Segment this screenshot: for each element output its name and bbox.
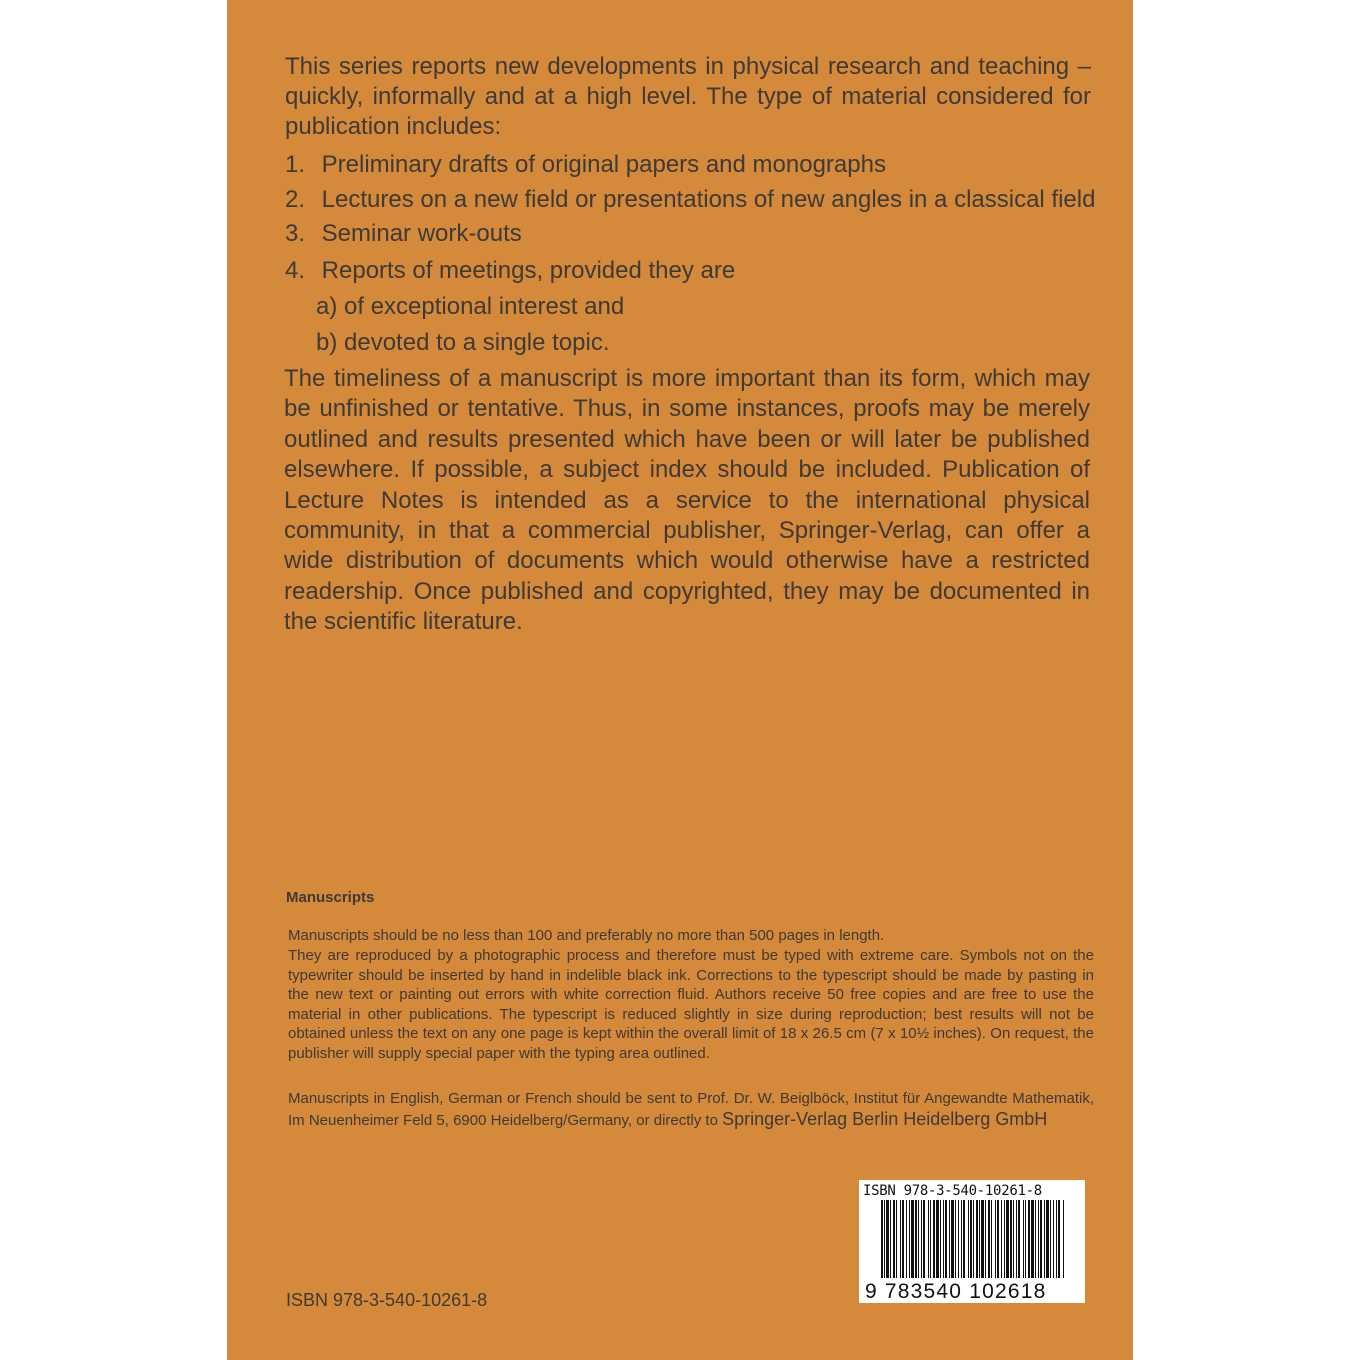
- book-back-cover: [227, 0, 1133, 1360]
- barcode-digits: 9 783540 102618: [865, 1280, 1047, 1303]
- barcode-bar: [973, 1200, 974, 1278]
- barcode-bar: [881, 1200, 883, 1278]
- barcode-bar: [890, 1200, 891, 1278]
- barcode-bar: [955, 1200, 956, 1278]
- barcode-bar: [886, 1200, 889, 1278]
- barcode-bar: [945, 1200, 947, 1278]
- barcode-bar: [936, 1200, 939, 1278]
- barcode-bar: [951, 1200, 954, 1278]
- barcode-bar: [1031, 1200, 1034, 1278]
- barcode-bar: [906, 1200, 907, 1278]
- barcode-bar: [1056, 1200, 1057, 1278]
- list-item: [285, 185, 1095, 215]
- barcode-bar: [988, 1200, 990, 1278]
- manuscripts-heading: Manuscripts: [286, 889, 375, 906]
- barcode-bar: [1063, 1200, 1064, 1278]
- barcode-bar: [1028, 1200, 1030, 1278]
- barcode-bar: [1046, 1200, 1049, 1278]
- list-item-text: Reports of meetings, provided they are: [321, 257, 736, 284]
- barcode-bar: [1050, 1200, 1051, 1278]
- list-item: [285, 150, 886, 180]
- barcode-bar: [991, 1200, 992, 1278]
- barcode-bar: [1035, 1200, 1036, 1278]
- barcode-bar: [985, 1200, 986, 1278]
- list-item: [285, 256, 735, 286]
- list-item-text: Lectures on a new field or presentations of new angles in a classical field: [321, 186, 1096, 213]
- barcode-bar: [900, 1200, 901, 1278]
- barcode-bar: [995, 1200, 996, 1278]
- barcode-bar: [968, 1200, 969, 1278]
- barcode-bar: [915, 1200, 917, 1278]
- list-subitem: a) of exceptional interest and: [316, 293, 625, 320]
- manuscripts-typing-paragraph: They are reproduced by a photographic process and therefore must be typed with extreme care. Symbols not on the typewriter should be inserted by hand in indelible black ink. Corrections to the typescript should be made by pasting in the new text or painting out errors with white correction fluid. Authors receive 50 free copies and are free to use the material in other publications. The typescript is reduced slightly in size during reproduction; best results will not be obtained unless the text on any one page is kept within the overall limit of 18 x 26.5 cm (7 x 10½ inches). On request, the publisher will supply special paper with the typing area outlined.: [288, 947, 1094, 1062]
- barcode-bar: [1053, 1200, 1054, 1278]
- isbn-label: ISBN 978-3-540-10261-8: [286, 1290, 488, 1310]
- barcode-bar: [1010, 1200, 1012, 1278]
- barcode-bar: [1058, 1200, 1060, 1278]
- barcode-bar: [884, 1200, 885, 1278]
- barcode-bar: [940, 1200, 941, 1278]
- barcode-bars: [881, 1200, 1065, 1278]
- barcode-bar: [981, 1200, 984, 1278]
- barcode-bar: [1025, 1200, 1026, 1278]
- isbn-barcode: [859, 1180, 1085, 1303]
- list-subitem: b) devoted to a single topic.: [316, 329, 610, 356]
- barcode-isbn-text: ISBN 978-3-540-10261-8: [863, 1183, 1042, 1199]
- barcode-bar: [979, 1200, 980, 1278]
- barcode-bar: [921, 1200, 922, 1278]
- barcode-bar: [928, 1200, 929, 1278]
- barcode-bar: [918, 1200, 919, 1278]
- barcode-bar: [1013, 1200, 1014, 1278]
- barcode-bar: [963, 1200, 965, 1278]
- manuscripts-address-text: Manuscripts in English, German or French should be sent to Prof. Dr. W. Beiglböck, Institut für Angewandte Mathematik, Im Neuenheimer Feld 5, 6900 Heidelberg/Germany, or directly to: [288, 1090, 1094, 1129]
- barcode-bar: [933, 1200, 935, 1278]
- barcode-bar: [1023, 1200, 1024, 1278]
- barcode-bar: [997, 1200, 999, 1278]
- list-item-number: 4.: [285, 257, 306, 284]
- publisher-name: Springer-Verlag Berlin Heidelberg GmbH: [722, 1109, 1048, 1129]
- list-item-text: Preliminary drafts of original papers and monographs: [321, 151, 886, 178]
- barcode-bar: [958, 1200, 959, 1278]
- barcode-bar: [943, 1200, 944, 1278]
- barcode-bar: [976, 1200, 978, 1278]
- barcode-bar: [923, 1200, 925, 1278]
- barcode-bar: [1044, 1200, 1045, 1278]
- barcode-bar: [970, 1200, 972, 1278]
- barcode-bar: [1006, 1200, 1009, 1278]
- series-intro-paragraph: This series reports new developments in physical research and teaching – quickly, informally and at a high level. The type of material considered for publication includes:: [285, 53, 1091, 140]
- barcode-bar: [1001, 1200, 1002, 1278]
- barcode-bar: [961, 1200, 962, 1278]
- list-item-number: 3.: [285, 220, 306, 247]
- barcode-bar: [1038, 1200, 1039, 1278]
- barcode-bar: [893, 1200, 895, 1278]
- list-item-number: 2.: [285, 186, 306, 213]
- barcode-bar: [1040, 1200, 1042, 1278]
- barcode-bar: [896, 1200, 897, 1278]
- timeliness-paragraph: The timeliness of a manuscript is more important than its form, which may be unfinished or tentative. Thus, in some instances, proofs may be merely outlined and results presented which have been or will later be published elsewhere. If possible, a subject index should be included. Publication of Lecture Notes is intended as a service to the international physical community, in that a commercial publisher, Springer-Verlag, can offer a wide distribution of documents which would otherwise have a restricted readership. Once published and copyrighted, they may be documented in the scientific literature.: [284, 365, 1090, 636]
- manuscripts-address-paragraph: [288, 1088, 1094, 1131]
- barcode-bar: [902, 1200, 904, 1278]
- barcode-bar: [1004, 1200, 1005, 1278]
- list-item-number: 1.: [285, 151, 306, 178]
- barcode-bar: [1016, 1200, 1017, 1278]
- list-item: [285, 219, 522, 249]
- barcode-bar: [909, 1200, 910, 1278]
- barcode-bar: [1018, 1200, 1020, 1278]
- list-item-text: Seminar work-outs: [321, 220, 522, 247]
- barcode-bar: [949, 1200, 950, 1278]
- barcode-bar: [930, 1200, 931, 1278]
- barcode-bar: [911, 1200, 914, 1278]
- manuscripts-length-paragraph: Manuscripts should be no less than 100 and preferably no more than 500 pages in length.: [288, 927, 885, 944]
